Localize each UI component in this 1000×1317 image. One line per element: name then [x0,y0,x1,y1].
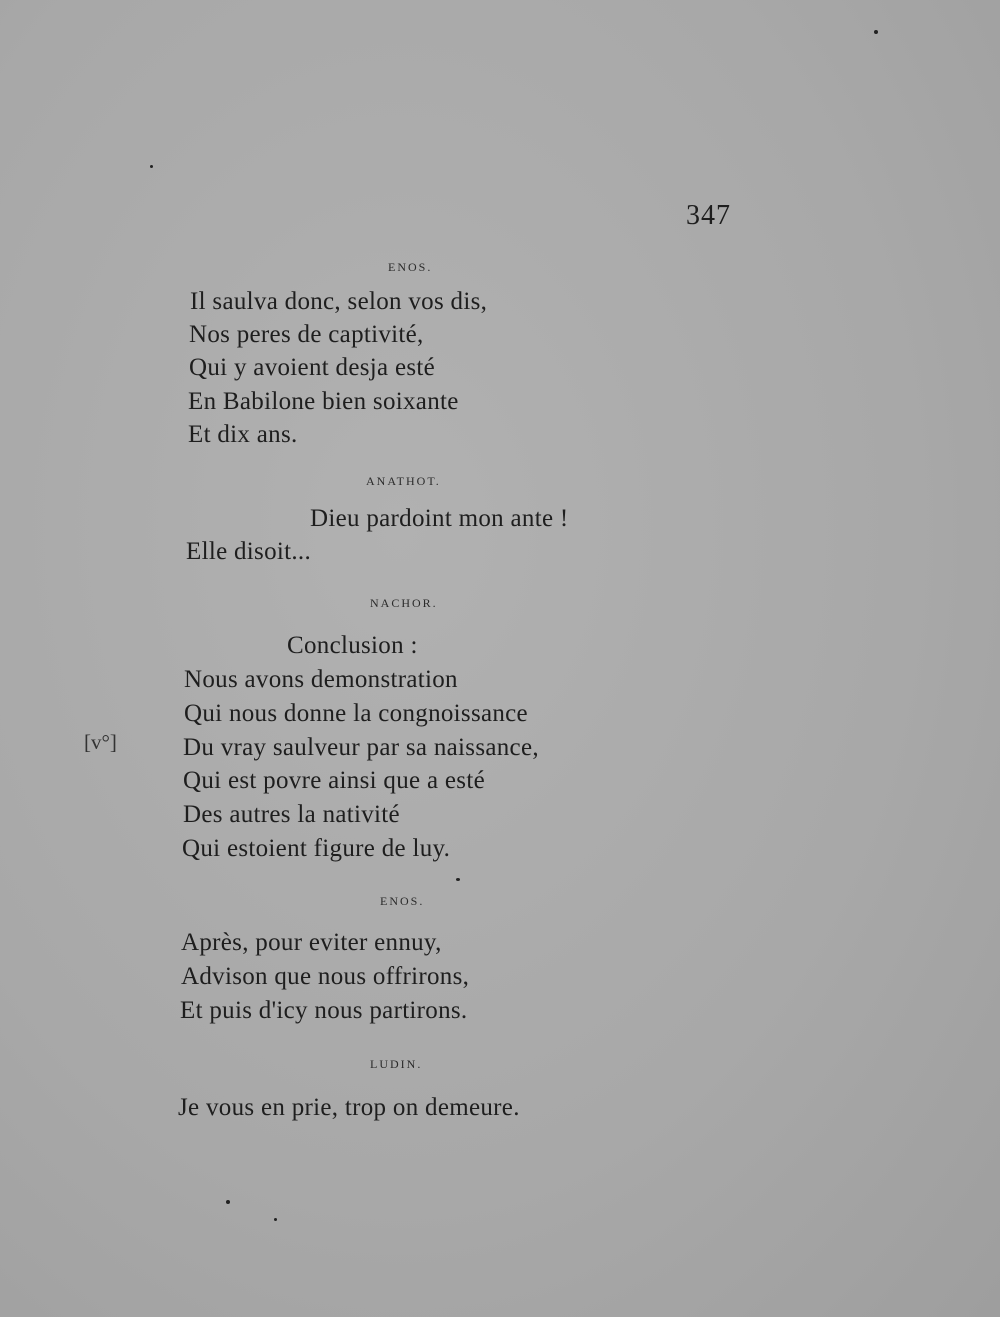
page-number: 347 [686,200,731,231]
verse-line: Nos peres de captivité, [189,321,424,348]
paper-speck [226,1200,230,1204]
verse-line: Elle disoit... [186,538,312,565]
verse-line: Qui y avoient desja esté [189,354,436,381]
paper-speck [150,165,153,168]
verse-line: Qui nous donne la congnoissance [184,700,528,727]
verse-line: Nous avons demonstration [184,666,458,693]
verse-line: Qui estoient figure de luy. [182,835,451,862]
verse-line: Et dix ans. [188,421,298,448]
paper-speck [456,878,460,881]
margin-note: [v°] [84,730,117,754]
verse-line: Conclusion : [287,632,418,659]
verse-line: Il saulva donc, selon vos dis, [190,288,488,315]
speaker-label: ENOS. [380,894,425,908]
speaker-label: ANATHOT. [366,474,441,488]
verse-line: En Babilone bien soixante [188,388,459,415]
verse-line: Du vray saulveur par sa naissance, [183,734,539,761]
verse-line: Dieu pardoint mon ante ! [310,505,569,532]
speaker-label: ENOS. [388,260,433,274]
verse-line: Qui est povre ainsi que a esté [183,767,485,794]
paper-speck [274,1218,277,1221]
verse-line: Des autres la nativité [183,801,400,828]
verse-line: Je vous en prie, trop on demeure. [178,1094,520,1121]
speaker-label: NACHOR. [370,596,438,610]
paper-speck [874,30,878,34]
verse-line: Et puis d'icy nous partirons. [180,997,468,1024]
verse-line: Advison que nous offrirons, [181,963,470,990]
verse-line: Après, pour eviter ennuy, [181,929,442,956]
speaker-label: LUDIN. [370,1057,423,1071]
